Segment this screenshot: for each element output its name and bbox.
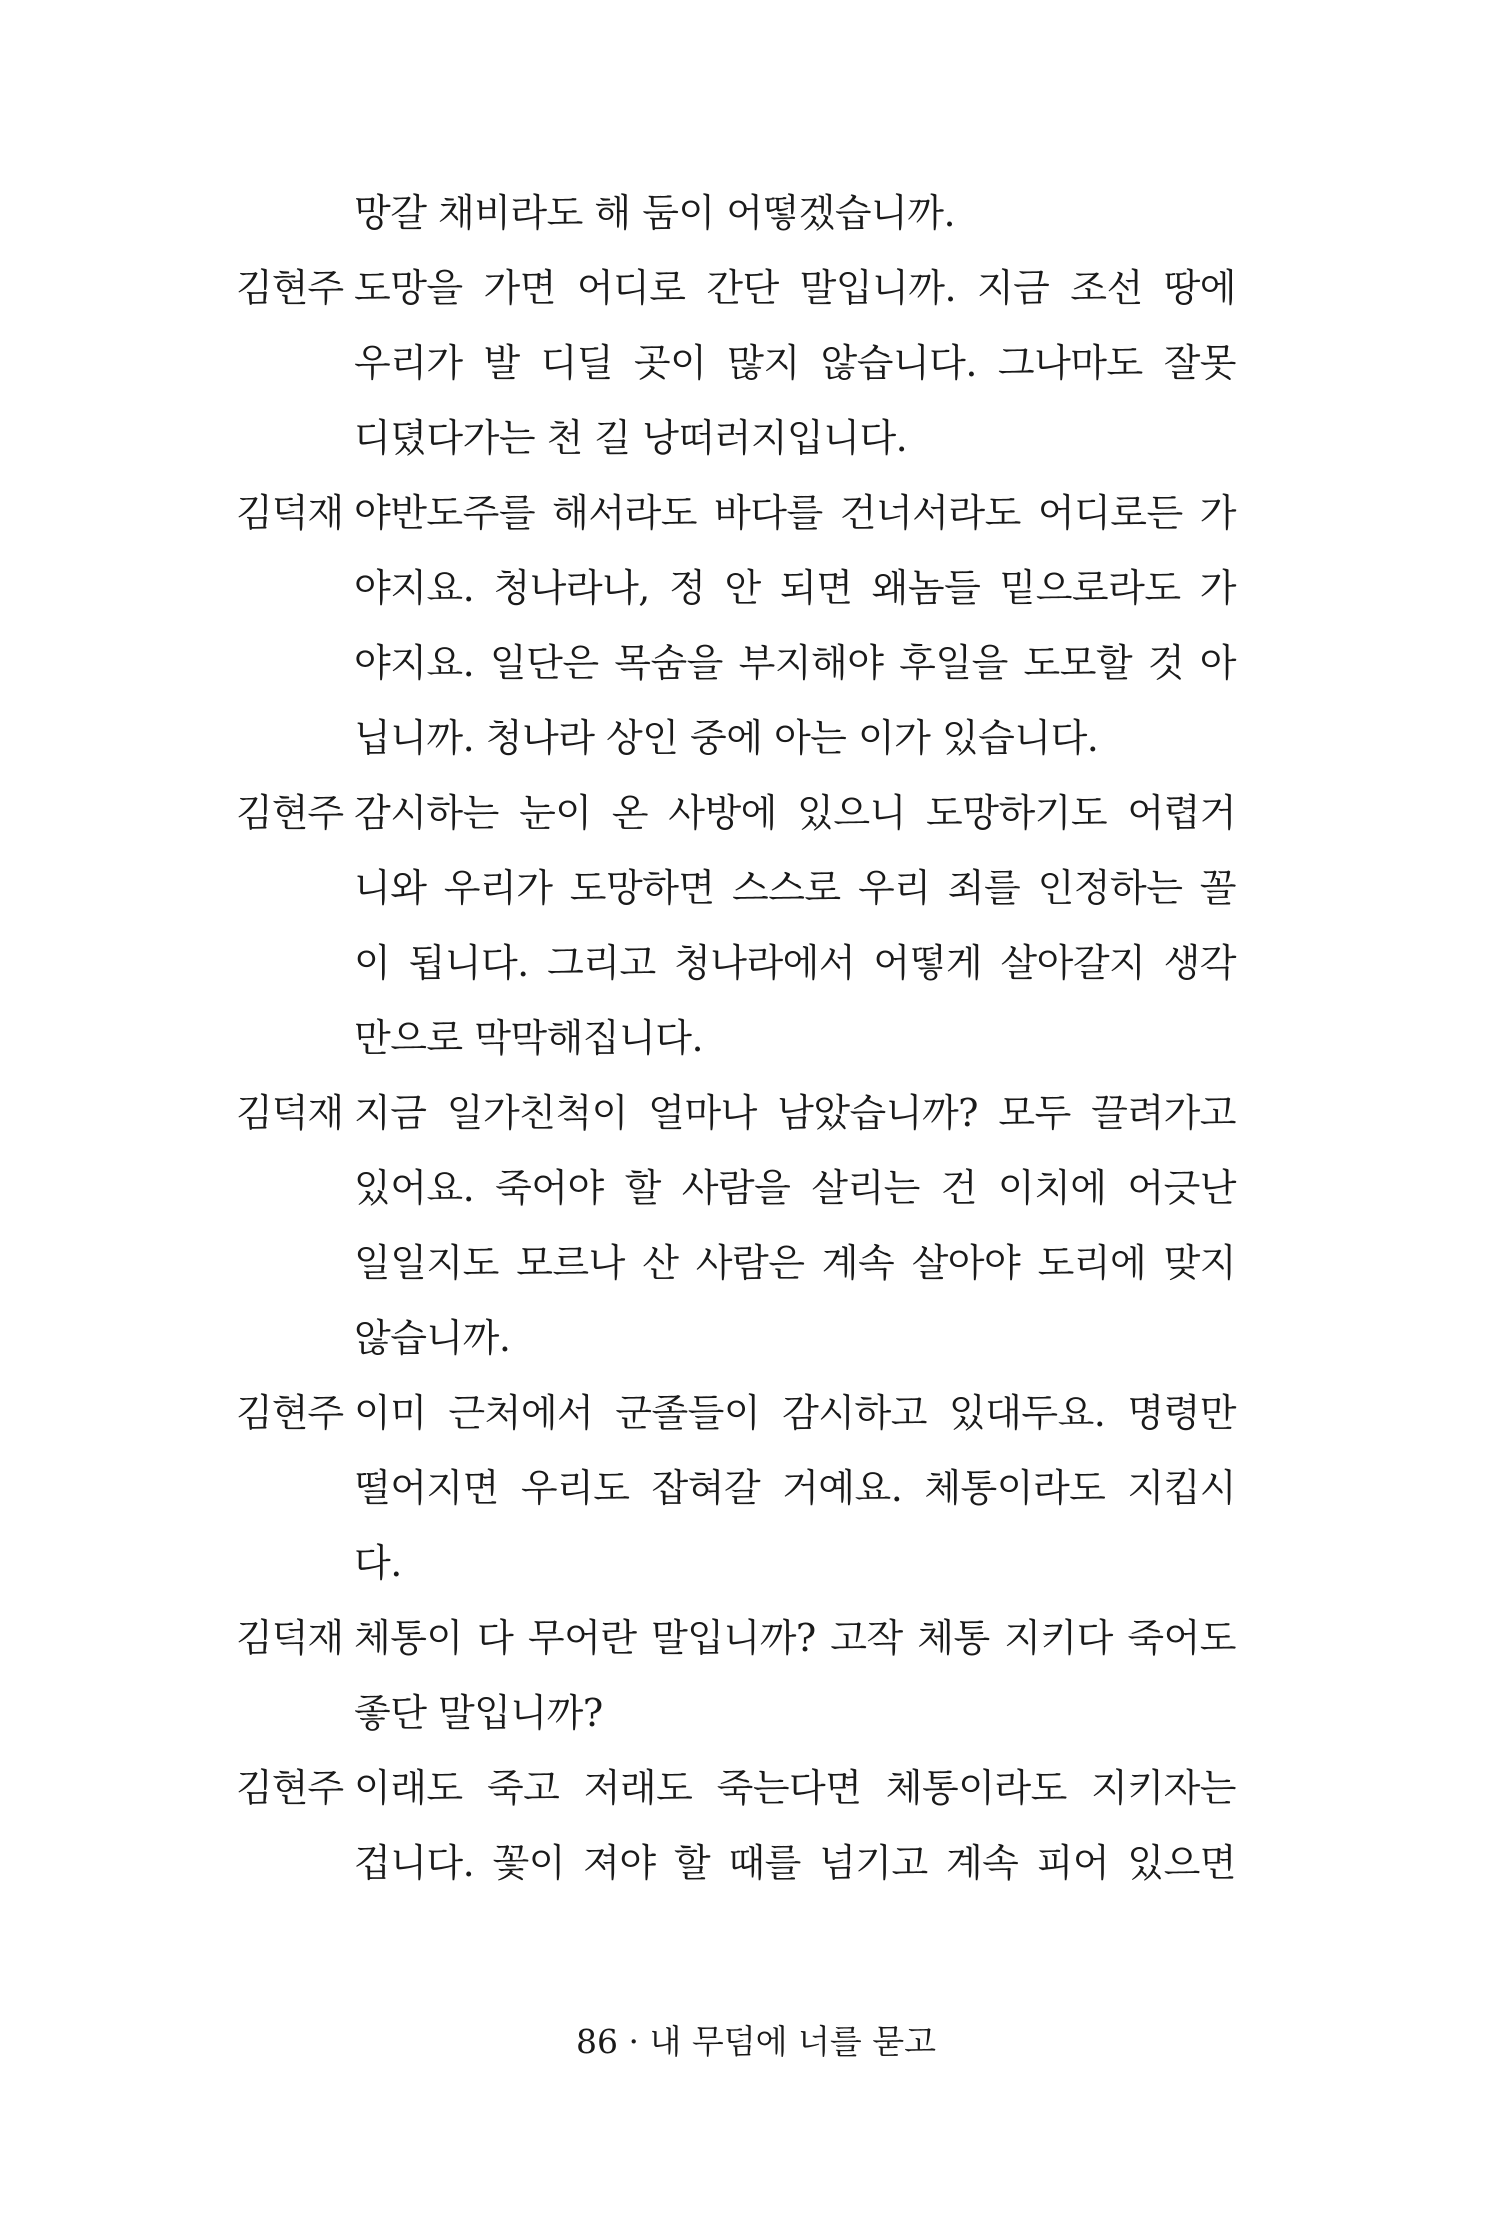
dialogue-line: 일일지도 모르나 산 사람은 계속 살아야 도리에 맞지: [354, 1241, 1236, 1285]
dialogue-line: 이래도 죽고 저래도 죽는다면 체통이라도 지키자는: [354, 1766, 1236, 1810]
dialogue-line: 다.: [354, 1541, 402, 1585]
dialogue-line: 이미 근처에서 군졸들이 감시하고 있대두요. 명령만: [354, 1391, 1236, 1435]
speaker-name: 김현주: [236, 1391, 344, 1435]
dialogue-line: 도망을 가면 어디로 간단 말입니까. 지금 조선 땅에: [354, 266, 1236, 310]
dialogue-line: 만으로 막막해집니다.: [354, 1016, 704, 1060]
speaker-name: 김현주: [236, 791, 344, 835]
footer-separator: ·: [628, 2022, 639, 2061]
dialogue-entry: [236, 1076, 1236, 1376]
speaker-name: 김덕재: [236, 1091, 344, 1135]
dialogue-entry: [236, 1751, 1236, 1901]
dialogue-line: 있어요. 죽어야 할 사람을 살리는 건 이치에 어긋난: [354, 1166, 1236, 1210]
page-footer: [0, 2022, 1512, 2062]
dialogue-line: 야지요. 청나라나, 정 안 되면 왜놈들 밑으로라도 가: [354, 566, 1236, 610]
page-number: 86: [576, 2022, 618, 2061]
dialogue-line: 망갈 채비라도 해 둠이 어떻겠습니까.: [354, 191, 956, 235]
dialogue-entry: [236, 251, 1236, 476]
speaker-name: 김덕재: [236, 491, 344, 535]
dialogue-line: 이 됩니다. 그리고 청나라에서 어떻게 살아갈지 생각: [354, 941, 1236, 985]
dialogue-entry: [236, 176, 1236, 251]
dialogue-line: 좋단 말입니까?: [354, 1691, 603, 1735]
dialogue-line: 감시하는 눈이 온 사방에 있으니 도망하기도 어렵거: [354, 791, 1236, 835]
dialogue-body: [236, 176, 1236, 1901]
dialogue-line: 야지요. 일단은 목숨을 부지해야 후일을 도모할 것 아: [354, 641, 1236, 685]
dialogue-entry: [236, 776, 1236, 1076]
dialogue-entry: [236, 1601, 1236, 1751]
dialogue-entry: [236, 476, 1236, 776]
dialogue-line: 디뎠다가는 천 길 낭떠러지입니다.: [354, 416, 908, 460]
dialogue-line: 겁니다. 꽃이 져야 할 때를 넘기고 계속 피어 있으면: [354, 1841, 1236, 1885]
dialogue-line: 니와 우리가 도망하면 스스로 우리 죄를 인정하는 꼴: [354, 866, 1236, 910]
speaker-name: 김현주: [236, 266, 344, 310]
speaker-name: 김현주: [236, 1766, 344, 1810]
speaker-name: 김덕재: [236, 1616, 344, 1660]
dialogue-entry: [236, 1376, 1236, 1601]
book-title: 내 무덤에 너를 묻고: [649, 2022, 936, 2061]
dialogue-line: 않습니까.: [354, 1316, 511, 1360]
dialogue-line: 체통이 다 무어란 말입니까? 고작 체통 지키다 죽어도: [354, 1616, 1236, 1660]
dialogue-line: 지금 일가친척이 얼마나 남았습니까? 모두 끌려가고: [354, 1091, 1236, 1135]
dialogue-line: 야반도주를 해서라도 바다를 건너서라도 어디로든 가: [354, 491, 1236, 535]
dialogue-line: 우리가 발 디딜 곳이 많지 않습니다. 그나마도 잘못: [354, 341, 1236, 385]
dialogue-line: 떨어지면 우리도 잡혀갈 거예요. 체통이라도 지킵시: [354, 1466, 1236, 1510]
dialogue-line: 닙니까. 청나라 상인 중에 아는 이가 있습니다.: [354, 716, 1099, 760]
